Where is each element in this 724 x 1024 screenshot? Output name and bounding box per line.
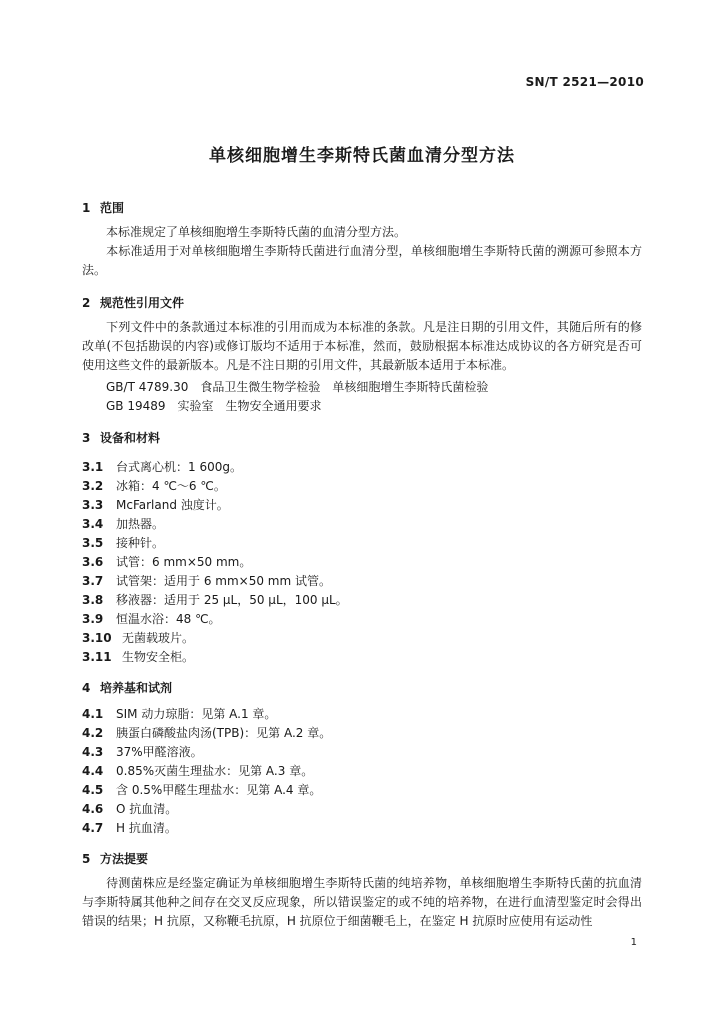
list-item: 4.7 H 抗血清。 bbox=[82, 821, 177, 835]
list-item: 3.8 移液器：适用于 25 μL，50 μL，100 μL。 bbox=[82, 593, 348, 607]
list-item: 4.4 0.85%灭菌生理盐水：见第 A.3 章。 bbox=[82, 764, 314, 778]
paragraph: 待测菌株应是经鉴定确证为单核细胞增生李斯特氏菌的纯培养物，单核细胞增生李斯特氏菌的抗血清与李斯特属其他种之间存在交叉反应现象，所以错误鉴定的或不纯的培养物，在进行血清型鉴定时会得出错误的结果；H 抗原，又称鞭毛抗原，H 抗原位于细菌鞭毛上，在鉴定 H 抗原时应使用有运动性 bbox=[82, 876, 642, 928]
section-title: 培养基和试剂 bbox=[100, 681, 173, 695]
paragraph: 本标准规定了单核细胞增生李斯特氏菌的血清分型方法。 bbox=[106, 225, 407, 239]
reference-item: GB/T 4789.30 食品卫生微生物学检验 单核细胞增生李斯特氏菌检验 bbox=[106, 380, 489, 394]
list-item: 3.6 试管：6 mm×50 mm。 bbox=[82, 555, 252, 569]
list-item: 3.2 冰箱：4 ℃～6 ℃。 bbox=[82, 479, 226, 493]
section-number: 1 bbox=[82, 201, 91, 215]
list-item: 3.7 试管架：适用于 6 mm×50 mm 试管。 bbox=[82, 574, 331, 588]
list-item: 4.6 O 抗血清。 bbox=[82, 802, 178, 816]
section-title: 范围 bbox=[100, 201, 125, 215]
section-heading bbox=[82, 679, 172, 696]
section-number: 2 bbox=[82, 296, 91, 310]
list-item: 4.1 SIM 动力琼脂：见第 A.1 章。 bbox=[82, 707, 277, 721]
list-item: 4.5 含 0.5%甲醛生理盐水：见第 A.4 章。 bbox=[82, 783, 322, 797]
section-number: 5 bbox=[82, 852, 91, 866]
section-number: 3 bbox=[82, 431, 91, 445]
list-item: 3.5 接种针。 bbox=[82, 536, 165, 550]
header-code: SN/T 2521—2010 bbox=[525, 75, 644, 89]
list-item: 3.10 无菌载玻片。 bbox=[82, 631, 195, 645]
paragraph: 下列文件中的条款通过本标准的引用而成为本标准的条款。凡是注日期的引用文件，其随后所有的修改单(不包括勘误的内容)或修订版均不适用于本标准，然而，鼓励根据本标准达成协议的各方研究是否可使用这些文件的最新版本。凡是不注日期的引用文件，其最新版本适用于本标准。 bbox=[82, 320, 642, 372]
list-item: 4.2 胰蛋白磷酸盐肉汤(TPB)：见第 A.2 章。 bbox=[82, 726, 332, 740]
section-heading bbox=[82, 429, 160, 446]
section-heading bbox=[82, 850, 148, 867]
section-title: 设备和材料 bbox=[100, 431, 161, 445]
list-item: 3.1 台式离心机：1 600g。 bbox=[82, 460, 242, 474]
section-heading bbox=[82, 294, 184, 311]
section-title: 方法提要 bbox=[100, 852, 149, 866]
list-item: 3.3 McFarland 浊度计。 bbox=[82, 498, 229, 512]
reference-item: GB 19489 实验室 生物安全通用要求 bbox=[106, 399, 322, 413]
page-number: 1 bbox=[630, 937, 637, 948]
list-item: 3.9 恒温水浴：48 ℃。 bbox=[82, 612, 221, 626]
section-title: 规范性引用文件 bbox=[100, 296, 185, 310]
section-number: 4 bbox=[82, 681, 91, 695]
list-item: 4.3 37%甲醛溶液。 bbox=[82, 745, 203, 759]
document-title: 单核细胞增生李斯特氏菌血清分型方法 bbox=[209, 146, 515, 166]
paragraph: 本标准适用于对单核细胞增生李斯特氏菌进行血清分型，单核细胞增生李斯特氏菌的溯源可参照本方法。 bbox=[82, 244, 642, 277]
list-item: 3.11 生物安全柜。 bbox=[82, 650, 195, 664]
list-item: 3.4 加热器。 bbox=[82, 517, 165, 531]
section-heading bbox=[82, 199, 124, 216]
